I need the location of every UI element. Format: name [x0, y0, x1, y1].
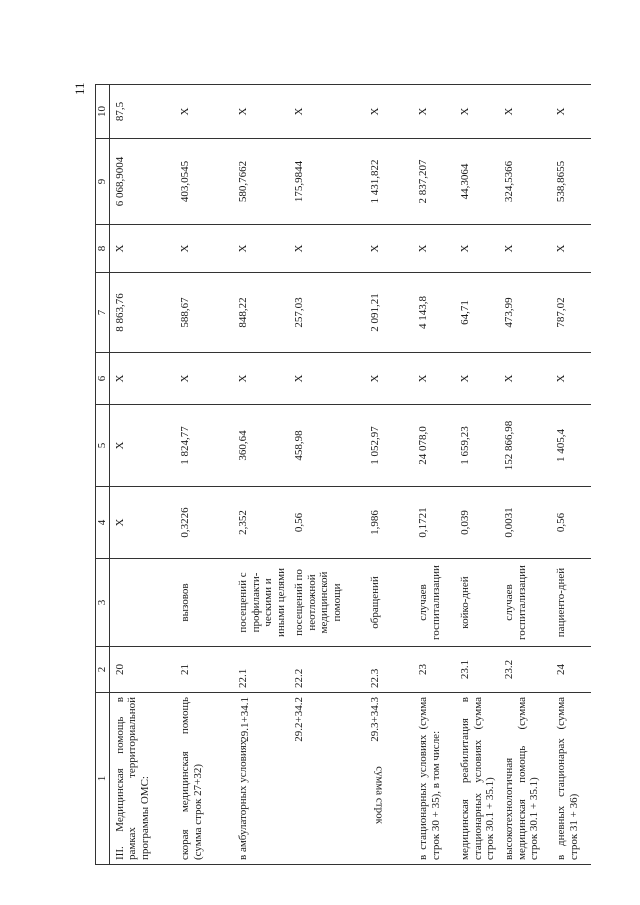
row-name: в дневных стационарах (сумма строк 31 + 36) [551, 693, 591, 865]
ambulatory-label: в амбулаторных условиях [237, 739, 250, 860]
cell-c4: 1,986 [369, 510, 382, 535]
cell-c9: 403,0545 [175, 139, 233, 225]
header-row [96, 85, 110, 865]
cell-c9: 538,8655 [551, 139, 591, 225]
header-cell: 9 [96, 139, 110, 225]
table-row [499, 85, 551, 865]
cell-c5: 1 405,4 [551, 405, 591, 487]
unit-22-3: обращений [369, 576, 382, 629]
cell-c5: 360,64 [237, 430, 250, 461]
cell-c9: 6 068,9004 [109, 139, 175, 225]
cell-c10: X [369, 107, 382, 116]
cell-c6: X [413, 353, 455, 405]
cell-c4: X [109, 487, 175, 559]
cell-c4: 2,352 [237, 510, 250, 535]
cell-c7: 4 143,8 [413, 273, 455, 353]
cell-c9: 2 837,207 [413, 139, 455, 225]
row-unit: вызовов [175, 559, 233, 647]
cell-c5: 458,98 [293, 430, 306, 461]
cell-c7: 473,99 [499, 273, 551, 353]
cell-c9: 1 431,822 [369, 159, 382, 204]
cell-c7: 8 863,76 [109, 273, 175, 353]
row-name: медицинская реабилитация в стационарных условиях (сумма строк 30.1 + 35.1) [455, 693, 499, 865]
formula-22-2: 29.2+34.2 [293, 697, 306, 742]
row-code: 21 [175, 647, 233, 693]
header-cell: 4 [96, 487, 110, 559]
cell-c7: 848,22 [237, 297, 250, 328]
cell-c4-stack [233, 487, 413, 559]
cell-c10: 87,5 [109, 85, 175, 139]
row-unit [109, 559, 175, 647]
row-unit: случаев госпитализации [499, 559, 551, 647]
cell-c8-stack [233, 225, 413, 273]
header-cell: 7 [96, 273, 110, 353]
cell-c7: 588,67 [175, 273, 233, 353]
cell-c9: 324,5366 [499, 139, 551, 225]
cell-c9: 580,7662 [237, 160, 250, 203]
row-name: высокотехнологичная медицинская помощь (сумма строк 30.1 + 35.1) [499, 693, 551, 865]
cell-c6: X [293, 374, 306, 383]
row-unit: пациенто-дней [551, 559, 591, 647]
cell-c9: 175,9844 [293, 160, 306, 203]
header-cell: 1 [96, 693, 110, 865]
cell-c8: X [369, 244, 382, 253]
header-cell: 2 [96, 647, 110, 693]
cell-c8: X [293, 244, 306, 253]
row-code: 23.2 [499, 647, 551, 693]
cell-c10: X [499, 85, 551, 139]
cell-c8: X [499, 225, 551, 273]
cell-c5: 152 866,98 [499, 405, 551, 487]
row-name: в стационарных условиях (сумма строк 30 + 35), в том числе: [413, 693, 455, 865]
cell-c10: X [237, 107, 250, 116]
cell-c5: X [109, 405, 175, 487]
cell-c9-stack [233, 139, 413, 225]
cell-c5-stack [233, 405, 413, 487]
formula-22-1: 29.1+34.1 [239, 697, 252, 742]
cell-c7-stack [233, 273, 413, 353]
cell-c7: 787,02 [551, 273, 591, 353]
row-name: скорая медицинская помощь (сумма строк 27+32) [175, 693, 233, 865]
table-row [413, 85, 455, 865]
row-unit: случаев госпитализации [413, 559, 455, 647]
cell-c7: 64,71 [455, 273, 499, 353]
header-cell: 10 [96, 85, 110, 139]
cell-c5: 1 824,77 [175, 405, 233, 487]
table-row [551, 85, 591, 865]
row-code: 20 [109, 647, 175, 693]
page-number: 11 [72, 82, 87, 95]
cell-c6-stack [233, 353, 413, 405]
header-cell: 5 [96, 405, 110, 487]
formula-22-3: 29.3+34.3 [369, 697, 382, 742]
table-row [109, 85, 175, 865]
cell-c7: 2 091,21 [369, 293, 382, 332]
cell-c10: X [455, 85, 499, 139]
cell-c6: X [369, 374, 382, 383]
cell-c8: X [455, 225, 499, 273]
cell-c8: X [109, 225, 175, 273]
cell-c10: X [551, 85, 591, 139]
row-unit-stack [233, 559, 413, 647]
cell-c4: 0,0031 [499, 487, 551, 559]
cell-c7: 257,03 [293, 297, 306, 328]
cell-c6: X [175, 353, 233, 405]
cell-c5: 1 052,97 [369, 426, 382, 465]
cell-c10-stack [233, 85, 413, 139]
unit-22-1: посещений с профилакти-ческими и иными целями [237, 568, 288, 637]
cell-c8: X [237, 244, 250, 253]
sum-rows-label: сумма строк [373, 766, 386, 824]
cell-c5: 24 078,0 [413, 405, 455, 487]
cell-c6: X [109, 353, 175, 405]
cell-c6: X [499, 353, 551, 405]
cell-c4: 0,039 [455, 487, 499, 559]
cell-c8: X [175, 225, 233, 273]
cell-c10: X [293, 107, 306, 116]
row-code: 24 [551, 647, 591, 693]
cell-c10: X [413, 85, 455, 139]
table-row [175, 85, 233, 865]
cell-c6: X [551, 353, 591, 405]
cell-c9: 44,3064 [455, 139, 499, 225]
cell-c4: 0,56 [293, 512, 306, 533]
cell-c6: X [237, 374, 250, 383]
cell-c4: 0,1721 [413, 487, 455, 559]
code-22-2: 22.2 [293, 668, 306, 688]
unit-22-2: посещений по неотложной медицинской помощи [293, 569, 344, 636]
header-cell: 6 [96, 353, 110, 405]
code-22-1: 22.1 [237, 668, 250, 688]
row-code: 23 [413, 647, 455, 693]
header-cell: 8 [96, 225, 110, 273]
table-row [233, 85, 413, 865]
row-code: 23.1 [455, 647, 499, 693]
header-cell: 3 [96, 559, 110, 647]
row-unit: койко-дней [455, 559, 499, 647]
row-name: III. Медицинская помощь в рамках территориальной программы ОМС: [109, 693, 175, 865]
cell-c8: X [551, 225, 591, 273]
cell-c6: X [455, 353, 499, 405]
cell-c5: 1 659,23 [455, 405, 499, 487]
code-22-3: 22.3 [369, 668, 382, 688]
row-code-stack [233, 647, 413, 693]
budget-table [95, 84, 591, 865]
cell-c10: X [175, 85, 233, 139]
row-name-ambulatory [233, 693, 413, 865]
cell-c8: X [413, 225, 455, 273]
cell-c4: 0,56 [551, 487, 591, 559]
table-row [455, 85, 499, 865]
cell-c4: 0,3226 [175, 487, 233, 559]
